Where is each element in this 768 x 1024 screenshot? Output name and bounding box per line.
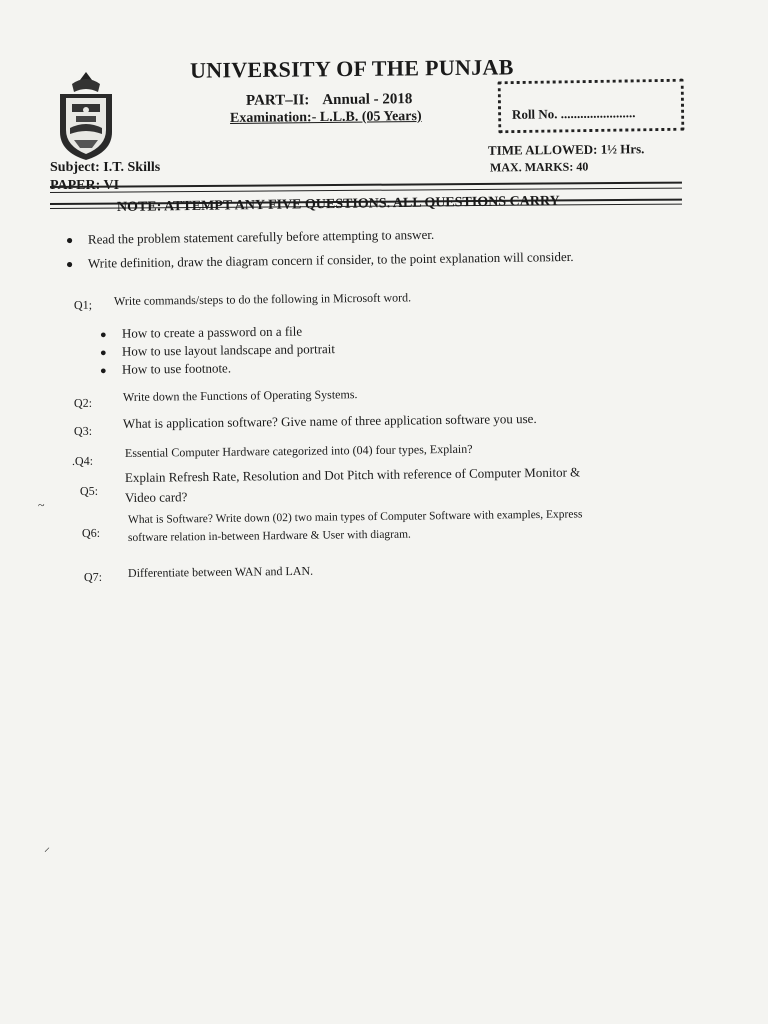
roll-number-label: Roll No. ....................... — [511, 105, 636, 122]
question-number: .Q4: — [71, 453, 94, 468]
examination-label: Examination:- L.L.B. (05 Years) — [229, 108, 422, 127]
part-label: PART–II: — [245, 92, 310, 109]
bullet-icon: ● — [99, 364, 107, 377]
bullet-icon: ● — [99, 346, 107, 359]
instruction-item: ● Write definition, draw the diagram concern if consider, to the point explanation will consider. — [65, 248, 574, 271]
question-text-continued: software relation in-between Hardware & User with diagram. — [127, 528, 411, 544]
question-number: Q1; — [73, 297, 93, 312]
question-number: Q5: — [79, 483, 99, 498]
bullet-icon: ● — [99, 328, 107, 341]
question-text: Write down the Functions of Operating Systems. — [122, 387, 358, 404]
list-item: ● How to use footnote. — [99, 360, 232, 377]
bullet-icon: ● — [65, 232, 74, 247]
note-heading: NOTE: ATTEMPT ANY FIVE QUESTIONS. ALL QUESTIONS CARRY — [116, 193, 560, 215]
list-item: ● How to use layout landscape and portrait — [99, 341, 336, 359]
question-text-continued: Video card? — [124, 489, 188, 505]
part-session — [246, 91, 413, 110]
bullet-icon: ● — [65, 256, 74, 271]
question-text: Differentiate between WAN and LAN. — [127, 563, 314, 580]
question-number: Q3: — [73, 423, 93, 438]
session-label: Annual - 2018 — [322, 91, 413, 109]
divider-line — [50, 182, 682, 188]
question-text: Explain Refresh Rate, Resolution and Dot Pitch with reference of Computer Monitor & — [124, 464, 581, 485]
question-number: Q7: — [83, 569, 103, 584]
subject-label: Subject: I.T. Skills — [50, 160, 161, 175]
max-marks: MAX. MARKS: 40 — [489, 159, 589, 175]
list-item: ● How to create a password on a file — [99, 323, 303, 341]
question-text: What is application software? Give name of three application software you use. — [122, 410, 537, 431]
instruction-item: ● Read the problem statement carefully before attempting to answer. — [65, 226, 435, 247]
university-title: UNIVERSITY OF THE PUNJAB — [189, 54, 514, 83]
divider-line — [50, 188, 682, 193]
question-text: Essential Computer Hardware categorized into (04) four types, Explain? — [124, 441, 473, 460]
question-text: What is Software? Write down (02) two main types of Computer Software with examples, Express — [127, 508, 583, 526]
question-number: Q6: — [81, 525, 101, 540]
question-number: Q2: — [73, 395, 93, 410]
time-allowed: TIME ALLOWED: 1½ Hrs. — [487, 141, 645, 158]
scan-mark: ~ — [38, 498, 45, 512]
question-text: Write commands/steps to do the following in Microsoft word. — [113, 290, 412, 308]
scan-mark: ⸝ — [44, 840, 51, 854]
university-crest-icon — [52, 70, 120, 162]
